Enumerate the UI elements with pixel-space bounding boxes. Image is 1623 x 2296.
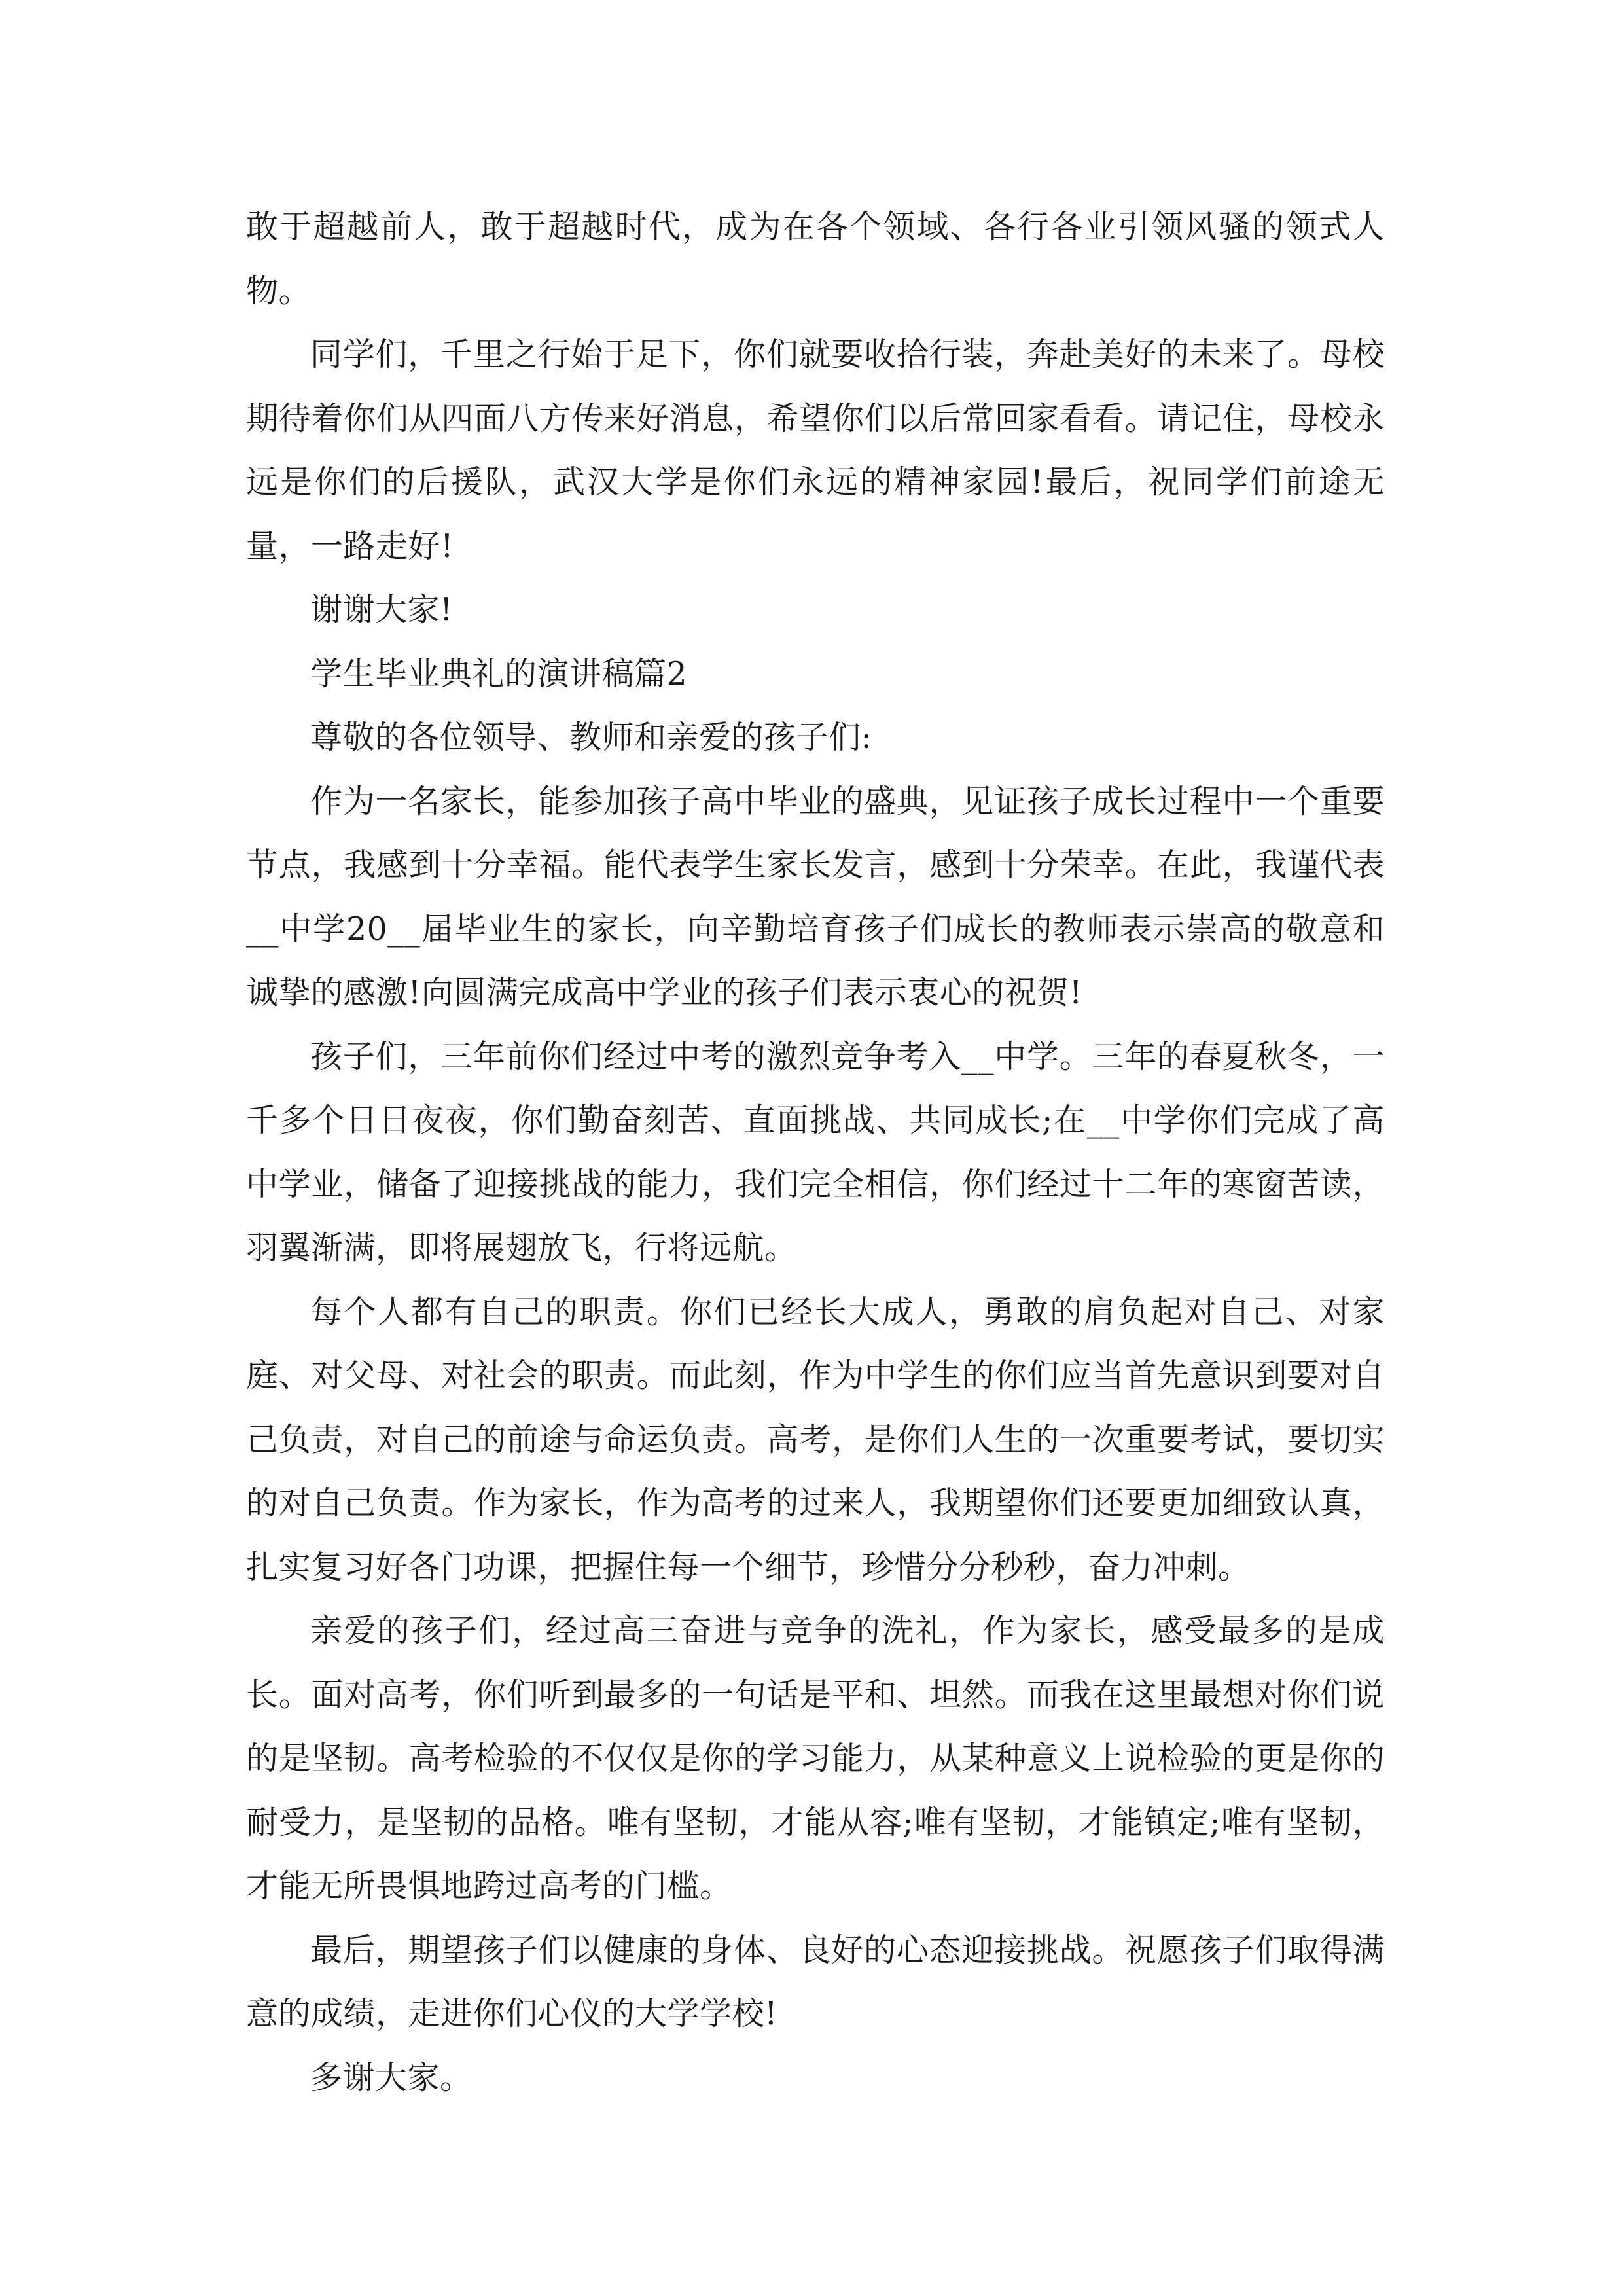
paragraph-farewell: 同学们，千里之行始于足下，你们就要收拾行装，奔赴美好的未来了。母校期待着你们从四面八方传来好消息，希望你们以后常回家看看。请记住，母校永远是你们的后援队，武汉大学是你们永远的精神家园!最后，祝同学们前途无量，一路走好! <box>246 336 1385 565</box>
paragraph-closing: 多谢大家。 <box>310 2058 473 2096</box>
paragraph-salutation: 尊敬的各位领导、教师和亲爱的孩子们: <box>310 719 872 756</box>
section-title: 学生毕业典礼的演讲稿篇2 <box>310 655 688 692</box>
paragraph-thanks: 谢谢大家! <box>310 591 454 628</box>
paragraph-wishes: 最后，期望孩子们以健康的身体、良好的心态迎接挑战。祝愿孩子们取得满意的成绩，走进你们心仪的大学学校! <box>246 1931 1385 2032</box>
paragraph-tenacity: 亲爱的孩子们，经过高三奋进与竞争的洗礼，作为家长，感受最多的是成长。面对高考，你们听到最多的一句话是平和、坦然。而我在这里最想对你们说的是坚韧。高考检验的不仅仅是你的学习能力，从某种意义上说检验的更是你的耐受力，是坚韧的品格。唯有坚韧，才能从容;唯有坚韧，才能镇定;唯有坚韧，才能无所畏惧地跨过高考的门槛。 <box>246 1612 1385 1905</box>
paragraph-three-years: 孩子们，三年前你们经过中考的激烈竞争考入__中学。三年的春夏秋冬，一千多个日日夜夜，你们勤奋刻苦、直面挑战、共同成长;在__中学你们完成了高中学业，储备了迎接挑战的能力，我们完全相信，你们经过十二年的寒窗苦读，羽翼渐满，即将展翅放飞，行将远航。 <box>246 1037 1385 1266</box>
paragraph-continuation: 敢于超越前人，敢于超越时代，成为在各个领域、各行各业引领风骚的领式人物。 <box>246 208 1385 310</box>
paragraph-responsibility: 每个人都有自己的职责。你们已经长大成人，勇敢的肩负起对自己、对家庭、对父母、对社会的职责。而此刻，作为中学生的你们应当首先意识到要对自己负责，对自己的前途与命运负责。高考，是你们人生的一次重要考试，要切实的对自己负责。作为家长，作为高考的过来人，我期望你们还要更加细致认真，扎实复习好各门功课，把握住每一个细节，珍惜分分秒秒，奋力冲刺。 <box>246 1293 1385 1586</box>
document-body <box>246 195 1385 2109</box>
paragraph-intro: 作为一名家长，能参加孩子高中毕业的盛典，见证孩子成长过程中一个重要节点，我感到十分幸福。能代表学生家长发言，感到十分荣幸。在此，我谨代表__中学20__届毕业生的家长，向辛勤培育孩子们成长的教师表示崇高的敬意和诚挚的感激!向圆满完成高中学业的孩子们表示衷心的祝贺! <box>246 782 1385 1011</box>
